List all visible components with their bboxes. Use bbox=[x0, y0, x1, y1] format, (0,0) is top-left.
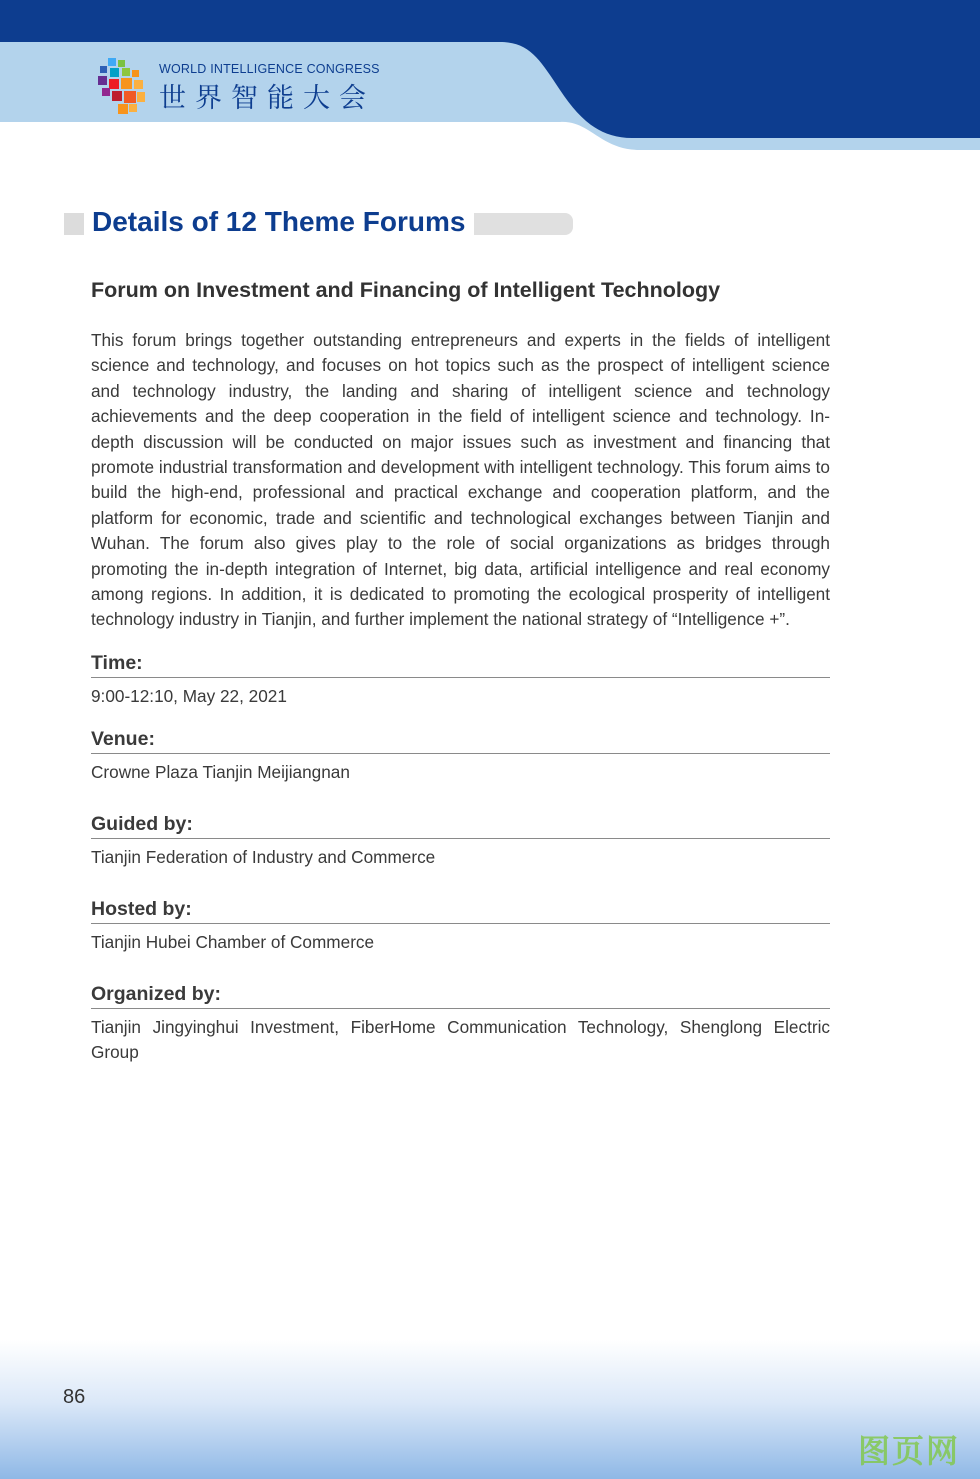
forum-description: This forum brings together outstanding entrepreneurs and experts in the fields of intelligent science and technology, and focuses on hot topics such as the prospect of intelligent science and technology industry, the landing and sharing of intelligent science and technology achievements and the deep cooperation in the field of intelligent science and technology. In-depth discussion will be conducted on major issues such as investment and financing that promote industrial transformation and development with intelligent technology. This forum aims to build the high-end, professional and practical exchange and cooperation platform, and the platform for economic, trade and scientific and technological exchanges between Tianjin and Wuhan. The forum also gives play to the role of social organizations as bridges through promoting the in-depth integration of Internet, big data, artificial intelligence and real economy among regions. In addition, it is dedicated to promoting the ecological prosperity of intelligent technology industry in Tianjin, and further implement the national strategy of “Intelligence +”. bbox=[91, 330, 830, 630]
heading-square-decoration bbox=[64, 213, 84, 235]
logo-chinese-text: 世界智能大会 bbox=[159, 83, 375, 114]
section-heading bbox=[64, 206, 584, 240]
field-time bbox=[91, 651, 830, 709]
field-label: Organized by: bbox=[91, 982, 830, 1009]
forum-title: Forum on Investment and Financing of Intelligent Technology bbox=[91, 278, 721, 302]
logo-english-text: WORLD INTELLIGENCE CONGRESS bbox=[159, 62, 380, 76]
field-venue bbox=[91, 727, 830, 785]
field-value: Tianjin Federation of Industry and Commerce bbox=[91, 847, 436, 867]
field-label: Time: bbox=[91, 651, 830, 678]
watermark: 图页网 bbox=[858, 1432, 961, 1470]
field-value: Tianjin Jingyinghui Investment, FiberHome Communication Technology, Shenglong Electric Group bbox=[91, 1017, 830, 1062]
field-value: 9:00-12:10, May 22, 2021 bbox=[91, 686, 287, 706]
page-number: 86 bbox=[63, 1386, 86, 1408]
field-label: Hosted by: bbox=[91, 897, 830, 924]
field-value: Crowne Plaza Tianjin Meijiangnan bbox=[91, 762, 350, 782]
field-label: Guided by: bbox=[91, 812, 830, 839]
field-organized-by bbox=[91, 982, 830, 1065]
field-hosted-by bbox=[91, 897, 830, 955]
field-label: Venue: bbox=[91, 727, 830, 754]
field-guided-by bbox=[91, 812, 830, 870]
heading-bar-decoration bbox=[474, 213, 573, 235]
field-value: Tianjin Hubei Chamber of Commerce bbox=[91, 932, 375, 952]
footer-gradient bbox=[0, 1340, 980, 1479]
section-title: Details of 12 Theme Forums bbox=[92, 206, 466, 237]
congress-logo-icon bbox=[96, 56, 148, 116]
